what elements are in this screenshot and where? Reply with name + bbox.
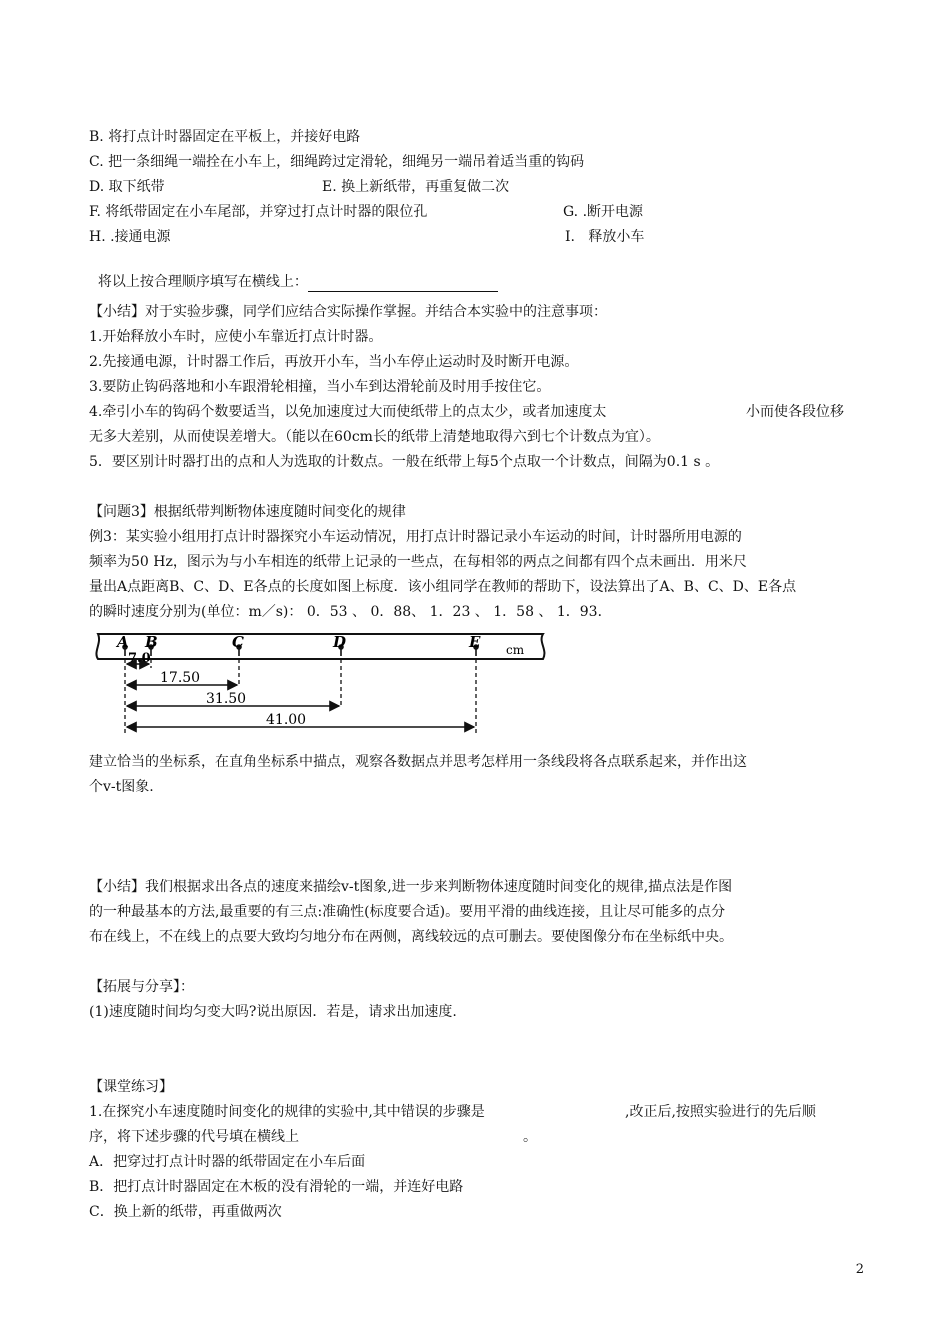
tape-distance-ae: 41.00 (266, 712, 307, 728)
tape-label-b: B (145, 633, 158, 651)
tape-distance-ac: 17.50 (160, 670, 201, 686)
task-line-2: 个v-t图象. (89, 779, 154, 795)
summary1-point-4b: 小而使各段位移 (746, 404, 844, 420)
practice-line-1b: ,改正后,按照实验进行的先后顺 (625, 1104, 816, 1120)
summary1-point-3: 3.要防止钩码落地和小车跟滑轮相撞，当小车到达滑轮前及时用手按住它。 (89, 379, 551, 395)
summary1-point-5: 5．要区别计时器打出的点和人为选取的计数点。一般在纸带上每5个点取一个计数点，间隔为0.1 s 。 (89, 454, 720, 470)
extend-title: 【拓展与分享】： (89, 979, 194, 995)
summary2-line-3: 布在线上，不在线上的点要大致均匀地分布在两侧，离线较远的点可删去。要使图像分布在坐标纸中央。 (89, 929, 733, 945)
extend-question-1: (1)速度随时间均匀变大吗?说出原因．若是，请求出加速度. (89, 1004, 457, 1020)
step-h: H. .接通电源 (89, 229, 171, 245)
practice-title: 【课堂练习】 (89, 1079, 173, 1095)
summary1-point-4c: 无多大差别，从而使误差增大。（能以在60cm长的纸带上清楚地取得六到七个计数点为宜）。 (89, 429, 660, 445)
page-number: 2 (855, 1262, 864, 1277)
problem3-line-3: 量出A点距离B、C、D、E各点的长度如图上标度．该小组同学在教师的帮助下，设法算出了A、B、C、D、E各点 (89, 579, 797, 595)
summary1-point-2: 2.先接通电源，计时器工作后，再放开小车，当小车停止运动时及时断开电源。 (89, 354, 579, 370)
tape-label-a: A (117, 633, 129, 651)
task-line-1: 建立恰当的坐标系，在直角坐标系中描点，观察各数据点并思考怎样用一条线段将各点联系起来，并作出这 (89, 754, 747, 770)
step-e: E. 换上新纸带，再重复做二次 (322, 179, 510, 195)
tape-label-c: C (232, 633, 244, 651)
problem3-line-2: 频率为50 Hz，图示为与小车相连的纸带上记录的一些点，在每相邻的两点之间都有四个点未画出．用米尺 (89, 554, 747, 570)
practice-line-1a: 1.在探究小车速度随时间变化的规律的实验中,其中错误的步骤是 (89, 1104, 485, 1120)
step-f: F. 将纸带固定在小车尾部，并穿过打点计时器的限位孔 (89, 204, 428, 220)
practice-option-b: B．把打点计时器固定在木板的没有滑轮的一端，并连好电路 (89, 1179, 464, 1195)
summary1-point-4a: 4.牵引小车的钩码个数要适当，以免加速度过大而使纸带上的点太少，或者加速度太 (89, 404, 607, 420)
tape-label-d: D (333, 633, 347, 651)
problem3-line-4: 的瞬时速度分别为(单位：m／s)： 0．53 、 0．88、 1．23 、 1．58 、 1．93． (89, 604, 612, 620)
step-i: I. 释放小车 (565, 229, 645, 245)
practice-line-2b: 。 (523, 1129, 537, 1145)
practice-option-a: A．把穿过打点计时器的纸带固定在小车后面 (89, 1154, 366, 1170)
order-answer-blank[interactable] (308, 275, 498, 292)
step-c: C. 把一条细绳一端拴在小车上，细绳跨过定滑轮，细绳另一端吊着适当重的钩码 (89, 154, 585, 170)
tape-unit: cm (506, 643, 525, 657)
practice-line-2a: 序，将下述步骤的代号填在横线上 (89, 1129, 299, 1145)
step-b: B. 将打点计时器固定在平板上，并接好电路 (89, 129, 361, 145)
order-prompt (89, 252, 498, 292)
order-prompt-text: 将以上按合理顺序填写在横线上： (97, 274, 308, 290)
paper-tape-figure (88, 626, 550, 738)
summary2-line-2: 的一种最基本的方法,最重要的有三点:准确性(标度要合适)。要用平滑的曲线连接，且让尽可能多的点分 (89, 904, 726, 920)
tape-distance-ab: 7.0 (128, 651, 151, 666)
problem3-line-1: 例3：某实验小组用打点计时器探究小车运动情况，用打点计时器记录小车运动的时间，计时器所用电源的 (89, 529, 742, 545)
problem3-title: 【问题3】根据纸带判断物体速度随时间变化的规律 (89, 504, 406, 520)
summary1-intro: 【小结】对于实验步骤，同学们应结合实际操作掌握。并结合本实验中的注意事项： (89, 304, 607, 320)
tape-label-e: E (469, 633, 481, 651)
tape-distance-ad: 31.50 (206, 691, 247, 707)
step-g: G. .断开电源 (563, 204, 644, 220)
summary1-point-1: 1.开始释放小车时，应使小车靠近打点计时器。 (89, 329, 383, 345)
practice-option-c: C．换上新的纸带，再重做两次 (89, 1204, 282, 1220)
summary2-line-1: 【小结】我们根据求出各点的速度来描绘v-t图象,进一步来判断物体速度随时间变化的规律,描点法是作图 (89, 879, 733, 895)
step-d: D. 取下纸带 (89, 179, 165, 195)
